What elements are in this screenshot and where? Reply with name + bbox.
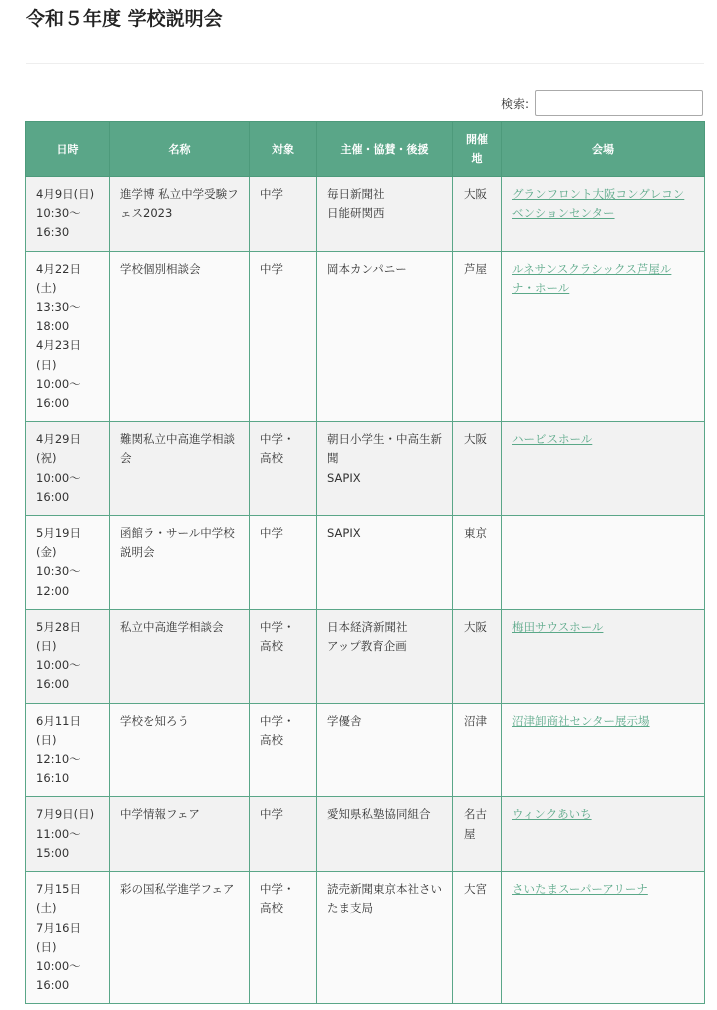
table-row bbox=[26, 516, 705, 610]
cell-organizer: 読売新聞東京本社さいたま支局 bbox=[317, 872, 453, 1004]
header-name[interactable]: 名称 bbox=[110, 122, 250, 177]
cell-organizer: 愛知県私塾協同組合 bbox=[317, 797, 453, 872]
cell-target: 中学 bbox=[250, 516, 317, 610]
table-row bbox=[26, 797, 705, 872]
page-title: 令和５年度 学校説明会 bbox=[26, 8, 223, 30]
cell-name: 難関私立中高進学相談会 bbox=[110, 422, 250, 516]
header-organizer[interactable]: 主催・協賛・後援 bbox=[317, 122, 453, 177]
cell-name: 函館ラ・サール中学校説明会 bbox=[110, 516, 250, 610]
cell-date: 6月11日 (日) 12:10〜 16:10 bbox=[26, 703, 110, 797]
cell-date: 5月28日 (日) 10:00〜 16:00 bbox=[26, 609, 110, 703]
cell-location: 大阪 bbox=[453, 177, 502, 252]
table-row bbox=[26, 251, 705, 422]
cell-venue bbox=[502, 177, 705, 252]
cell-venue bbox=[502, 516, 705, 610]
cell-name: 彩の国私学進学フェア bbox=[110, 872, 250, 1004]
events-table bbox=[25, 121, 705, 1004]
cell-organizer: 学優舎 bbox=[317, 703, 453, 797]
cell-organizer: 岡本カンパニー bbox=[317, 251, 453, 422]
cell-target: 中学 bbox=[250, 251, 317, 422]
cell-date: 5月19日 (金) 10:30〜 12:00 bbox=[26, 516, 110, 610]
search-area bbox=[501, 90, 703, 116]
cell-name: 私立中高進学相談会 bbox=[110, 609, 250, 703]
table-row bbox=[26, 872, 705, 1004]
cell-target: 中学 bbox=[250, 177, 317, 252]
cell-name: 学校個別相談会 bbox=[110, 251, 250, 422]
cell-date: 7月15日 (土) 7月16日 (日) 10:00〜 16:00 bbox=[26, 872, 110, 1004]
cell-venue bbox=[502, 422, 705, 516]
cell-target: 中学・ 高校 bbox=[250, 872, 317, 1004]
cell-name: 学校を知ろう bbox=[110, 703, 250, 797]
venue-link[interactable]: さいたまスーパーアリーナ bbox=[512, 882, 648, 897]
divider bbox=[26, 63, 704, 64]
cell-venue bbox=[502, 609, 705, 703]
table-row bbox=[26, 703, 705, 797]
cell-target: 中学 bbox=[250, 797, 317, 872]
search-input[interactable] bbox=[535, 90, 703, 116]
venue-link[interactable]: ルネサンスクラシックス芦屋ルナ・ホール bbox=[512, 261, 672, 295]
header-date[interactable]: 日時 bbox=[26, 122, 110, 177]
cell-name: 進学博 私立中学受験フェス2023 bbox=[110, 177, 250, 252]
cell-location: 沼津 bbox=[453, 703, 502, 797]
cell-location: 名古屋 bbox=[453, 797, 502, 872]
cell-organizer: 毎日新聞社 日能研関西 bbox=[317, 177, 453, 252]
cell-date: 4月29日 (祝) 10:00〜 16:00 bbox=[26, 422, 110, 516]
table-row bbox=[26, 422, 705, 516]
venue-link[interactable]: 沼津卸商社センター展示場 bbox=[512, 713, 650, 728]
header-target[interactable]: 対象 bbox=[250, 122, 317, 177]
venue-link[interactable]: ウィンクあいち bbox=[512, 807, 592, 822]
cell-date: 4月9日(日) 10:30〜 16:30 bbox=[26, 177, 110, 252]
table-header-row bbox=[26, 122, 705, 177]
cell-location: 芦屋 bbox=[453, 251, 502, 422]
header-location[interactable]: 開催地 bbox=[453, 122, 502, 177]
cell-venue bbox=[502, 797, 705, 872]
cell-organizer: 朝日小学生・中高生新聞 SAPIX bbox=[317, 422, 453, 516]
cell-target: 中学・ 高校 bbox=[250, 422, 317, 516]
cell-target: 中学・ 高校 bbox=[250, 609, 317, 703]
cell-location: 大阪 bbox=[453, 422, 502, 516]
cell-date: 7月9日(日) 11:00〜 15:00 bbox=[26, 797, 110, 872]
cell-organizer: 日本経済新聞社 アップ教育企画 bbox=[317, 609, 453, 703]
header-venue[interactable]: 会場 bbox=[502, 122, 705, 177]
cell-location: 大阪 bbox=[453, 609, 502, 703]
cell-venue bbox=[502, 703, 705, 797]
cell-name: 中学情報フェア bbox=[110, 797, 250, 872]
venue-link[interactable]: グランフロント大阪コングレコンベンションセンター bbox=[512, 187, 685, 221]
cell-location: 大宮 bbox=[453, 872, 502, 1004]
cell-location: 東京 bbox=[453, 516, 502, 610]
venue-link[interactable]: 梅田サウスホール bbox=[512, 619, 604, 634]
table-row bbox=[26, 609, 705, 703]
search-label: 検索: bbox=[500, 96, 529, 111]
venue-link[interactable]: ハービスホール bbox=[512, 432, 593, 447]
cell-venue bbox=[502, 251, 705, 422]
cell-venue bbox=[502, 872, 705, 1004]
cell-organizer: SAPIX bbox=[317, 516, 453, 610]
cell-target: 中学・ 高校 bbox=[250, 703, 317, 797]
cell-date: 4月22日 (土) 13:30〜 18:00 4月23日 (日) 10:00〜 16:00 bbox=[26, 251, 110, 422]
table-row bbox=[26, 177, 705, 252]
